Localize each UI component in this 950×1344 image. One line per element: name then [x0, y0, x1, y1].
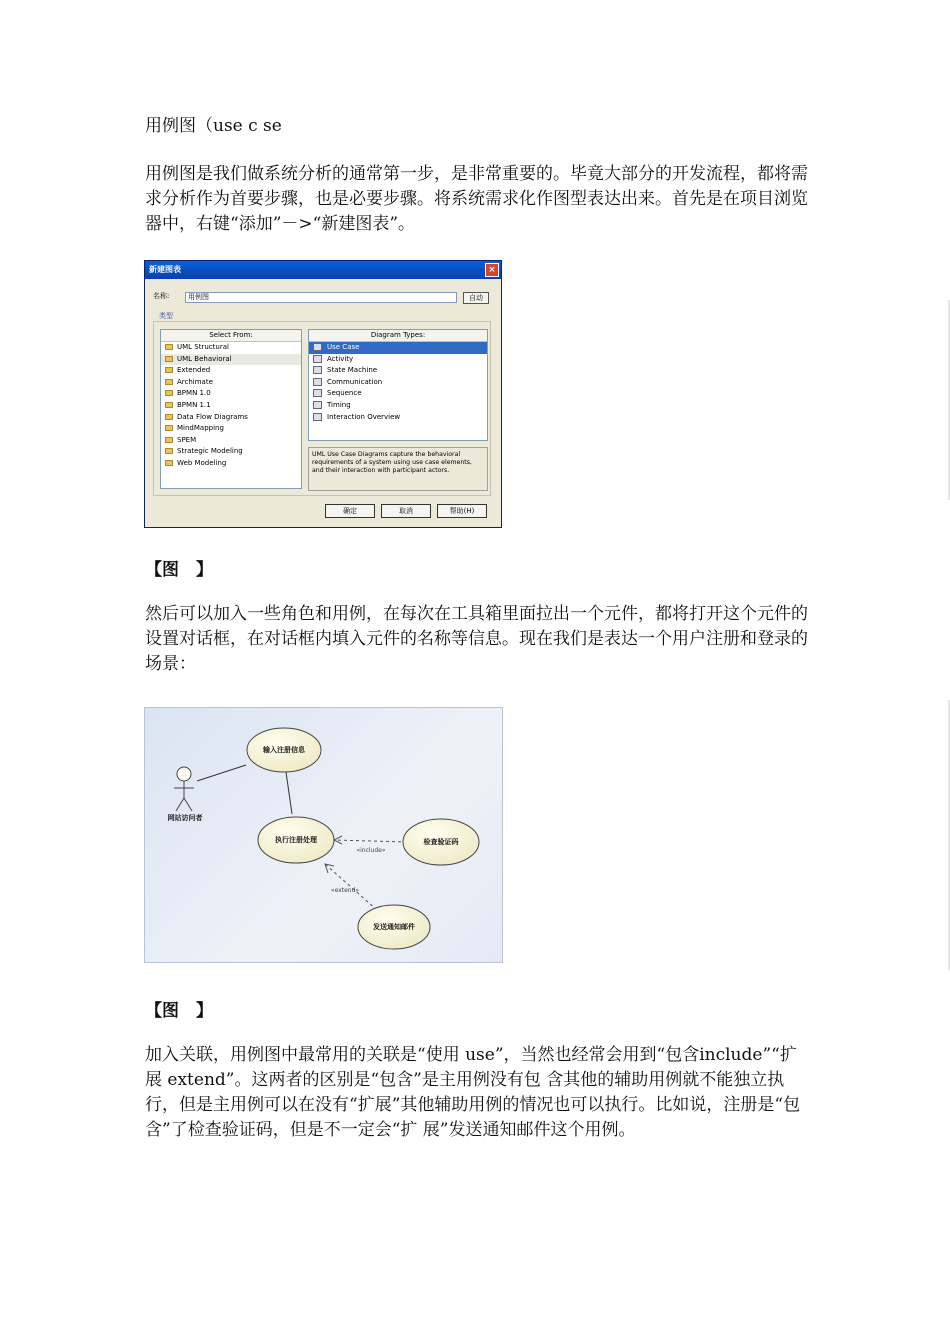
list-item[interactable]	[309, 365, 487, 377]
intro-paragraph: 用例图是我们做系统分析的通常第一步，是非常重要的。毕竟大部分的开发流程，都将需求分析作为首要步骤，也是必要步骤。将系统需求化作图型表达出来。首先是在项目浏览器中，右键“添加”－>“新建图表”。	[145, 164, 808, 234]
list-item-label: Archimate	[177, 377, 213, 386]
list-item-label: MindMapping	[177, 424, 224, 433]
list-item[interactable]	[161, 400, 301, 412]
list-item-label: Timing	[327, 400, 351, 409]
ok-button[interactable]: 确定	[325, 504, 375, 518]
folder-icon	[165, 425, 173, 431]
name-label: 名称:	[153, 292, 170, 300]
list-item-label: SPEM	[177, 435, 197, 444]
list-item[interactable]	[161, 435, 301, 447]
use-case-notify-label: 发送通知邮件	[373, 923, 415, 931]
list-item-label: Data Flow Diagrams	[177, 412, 248, 421]
close-icon[interactable]: ×	[485, 263, 499, 277]
folder-icon	[165, 448, 173, 454]
use-case-diagram-screenshot	[144, 707, 503, 963]
include-line	[334, 840, 407, 842]
list-item[interactable]	[309, 412, 487, 424]
list-item-label: Extended	[177, 366, 211, 375]
folder-icon	[165, 437, 173, 443]
folder-icon	[165, 367, 173, 373]
list-item[interactable]	[161, 354, 301, 366]
folder-icon	[165, 414, 173, 420]
list-item-label: UML Behavioral	[177, 354, 232, 363]
list-item[interactable]	[161, 365, 301, 377]
folder-icon	[165, 460, 173, 466]
timing-icon	[313, 401, 322, 409]
list-item-label: Strategic Modeling	[177, 447, 243, 456]
list-item-label: BPMN 1.0	[177, 389, 211, 398]
extend-label: «extend»	[330, 887, 360, 894]
help-button[interactable]: 帮助(H)	[437, 504, 487, 518]
list-item[interactable]	[309, 377, 487, 389]
folder-icon	[165, 356, 173, 362]
folder-icon	[165, 402, 173, 408]
activity-icon	[313, 355, 322, 363]
list-item-label: Use Case	[327, 343, 360, 351]
relations-paragraph: 加入关联，用例图中最常用的关联是“使用 use”，当然也经常会用到“包含include”“扩展 extend”。这两者的区别是“包含”是主用例没有包 含其他的辅助用例就不能独立执行，但是主用例可以在没有“扩展”其他辅助用例的情况也可以执行。比如说，注册是“包含”了检查验证码，但是不一定会“扩 展”发送通知邮件这个用例。	[145, 1045, 801, 1140]
list-item-label: State Machine	[327, 366, 378, 375]
diagram-types-header: Diagram Types:	[309, 330, 487, 342]
association-line	[286, 772, 292, 814]
list-item[interactable]	[161, 446, 301, 458]
state-machine-icon	[313, 366, 322, 374]
communication-icon	[313, 378, 322, 386]
type-label: 类型	[159, 312, 173, 320]
list-item[interactable]	[309, 400, 487, 412]
list-item[interactable]	[309, 354, 487, 366]
include-label: «include»	[356, 847, 386, 854]
new-diagram-dialog-screenshot	[144, 260, 502, 528]
list-item-label: Communication	[327, 377, 383, 386]
dialog-title: 新建图表	[149, 265, 181, 274]
use-case-execute-label: 执行注册处理	[275, 836, 317, 844]
list-item-label: BPMN 1.1	[177, 400, 211, 409]
diagram-description: UML Use Case Diagrams capture the behavioral requirements of a system using use case elements, and their interaction with participant actors.	[308, 447, 488, 491]
figure-1-caption: 【图 】	[145, 560, 213, 580]
actor-figure	[174, 767, 194, 811]
diagram-types-list[interactable]	[308, 329, 488, 441]
list-item[interactable]	[161, 377, 301, 389]
dialog-titlebar	[145, 261, 501, 279]
actor-label: 网站访问者	[167, 814, 203, 822]
use-case-input-label: 输入注册信息	[263, 746, 305, 754]
use-case-diagram	[145, 708, 502, 962]
select-from-header: Select From:	[161, 330, 301, 342]
list-item-label: Sequence	[327, 389, 362, 398]
folder-icon	[165, 344, 173, 350]
list-item-label: Interaction Overview	[327, 412, 401, 421]
use-case-check-label: 检查验证码	[423, 838, 459, 846]
list-item-label: Web Modeling	[177, 458, 227, 467]
folder-icon	[165, 379, 173, 385]
list-item[interactable]	[161, 423, 301, 435]
actors-paragraph: 然后可以加入一些角色和用例，在每次在工具箱里面拉出一个元件，都将打开这个元件的设置对话框，在对话框内填入元件的名称等信息。现在我们是表达一个用户注册和登录的场景：	[145, 604, 808, 674]
list-item[interactable]	[161, 342, 301, 354]
list-item-label: Activity	[327, 354, 354, 363]
use-case-icon	[313, 343, 322, 351]
auto-button[interactable]: 自动	[463, 292, 489, 304]
list-item[interactable]	[161, 458, 301, 470]
cancel-button[interactable]: 取消	[381, 504, 431, 518]
list-item[interactable]	[161, 412, 301, 424]
list-item[interactable]	[161, 388, 301, 400]
name-input[interactable]: 用例图	[185, 292, 457, 303]
association-line	[197, 765, 246, 781]
sequence-icon	[313, 389, 322, 397]
interaction-overview-icon	[313, 413, 322, 421]
select-from-list[interactable]	[160, 329, 302, 489]
folder-icon	[165, 390, 173, 396]
list-item[interactable]	[309, 342, 487, 354]
list-item-label: UML Structural	[177, 343, 229, 351]
list-item[interactable]	[309, 388, 487, 400]
figure-2-caption: 【图 】	[145, 1001, 213, 1021]
section-heading: 用例图（use c se	[145, 116, 282, 136]
